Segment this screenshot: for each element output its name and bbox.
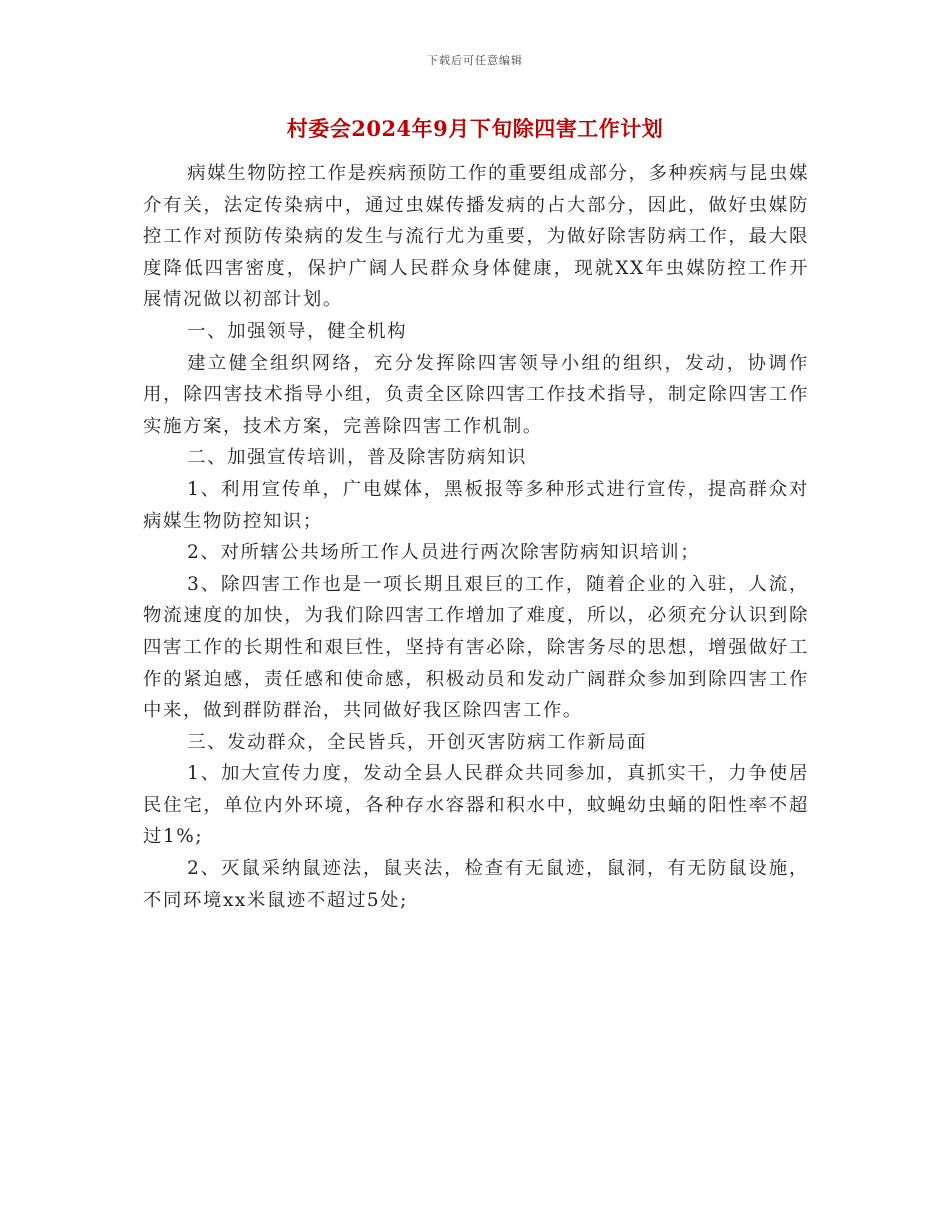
section-heading-2: 二、加强宣传培训，普及除害防病知识 bbox=[187, 447, 527, 469]
list-item: 2、对所辖公共场所工作人员进行两次除害防病知识培训； bbox=[187, 542, 701, 564]
list-item: 1、加大宣传力度，发动全县人民群众共同参加，真抓实干，力争使居民住宅，单位内外环境，各种存水容器和积水中，蚊蝇幼虫蛹的阳性率不超过1%; bbox=[143, 763, 809, 848]
document-title: 村委会2024年9月下旬除四害工作计划 bbox=[286, 116, 664, 141]
list-item: 1、利用宣传单，广电媒体，黑板报等多种形式进行宣传，提高群众对病媒生物防控知识； bbox=[143, 478, 809, 532]
list-item: 3、除四害工作也是一项长期且艰巨的工作，随着企业的入驻，人流，物流速度的加快，为我们除四害工作增加了难度，所以，必须充分认识到除四害工作的长期性和艰巨性，坚持有害必除，除害务尽的思想，增强做好工作的紧迫感，责任感和使命感，积极动员和发动广阔群众参加到除四害工作中来，做到群防群治，共同做好我区除四害工作。 bbox=[143, 573, 809, 722]
paragraph-intro: 病媒生物防控工作是疾病预防工作的重要组成部分，多种疾病与昆虫媒介有关，法定传染病中，通过虫媒传播发病的占大部分，因此，做好虫媒防控工作对预防传染病的发生与流行尤为重要，为做好除害防病工作，最大限度降低四害密度，保护广阔人民群众身体健康，现就XX年虫媒防控工作开展情况做以初部计划。 bbox=[143, 163, 809, 311]
header-note: 下载后可任意编辑 bbox=[427, 54, 523, 67]
document-body bbox=[143, 158, 809, 916]
section-heading-1: 一、加强领导，健全机构 bbox=[187, 320, 408, 342]
list-item: 2、灭鼠采纳鼠迹法，鼠夹法，检查有无鼠迹，鼠洞，有无防鼠设施，不同环境xx米鼠迹不超过5处; bbox=[143, 858, 809, 911]
section-heading-3: 三、发动群众，全民皆兵，开创灭害防病工作新局面 bbox=[187, 731, 647, 753]
paragraph: 建立健全组织网络，充分发挥除四害领导小组的组织，发动，协调作用，除四害技术指导小组，负责全区除四害工作技术指导，制定除四害工作实施方案，技术方案，完善除四害工作机制。 bbox=[143, 352, 809, 437]
